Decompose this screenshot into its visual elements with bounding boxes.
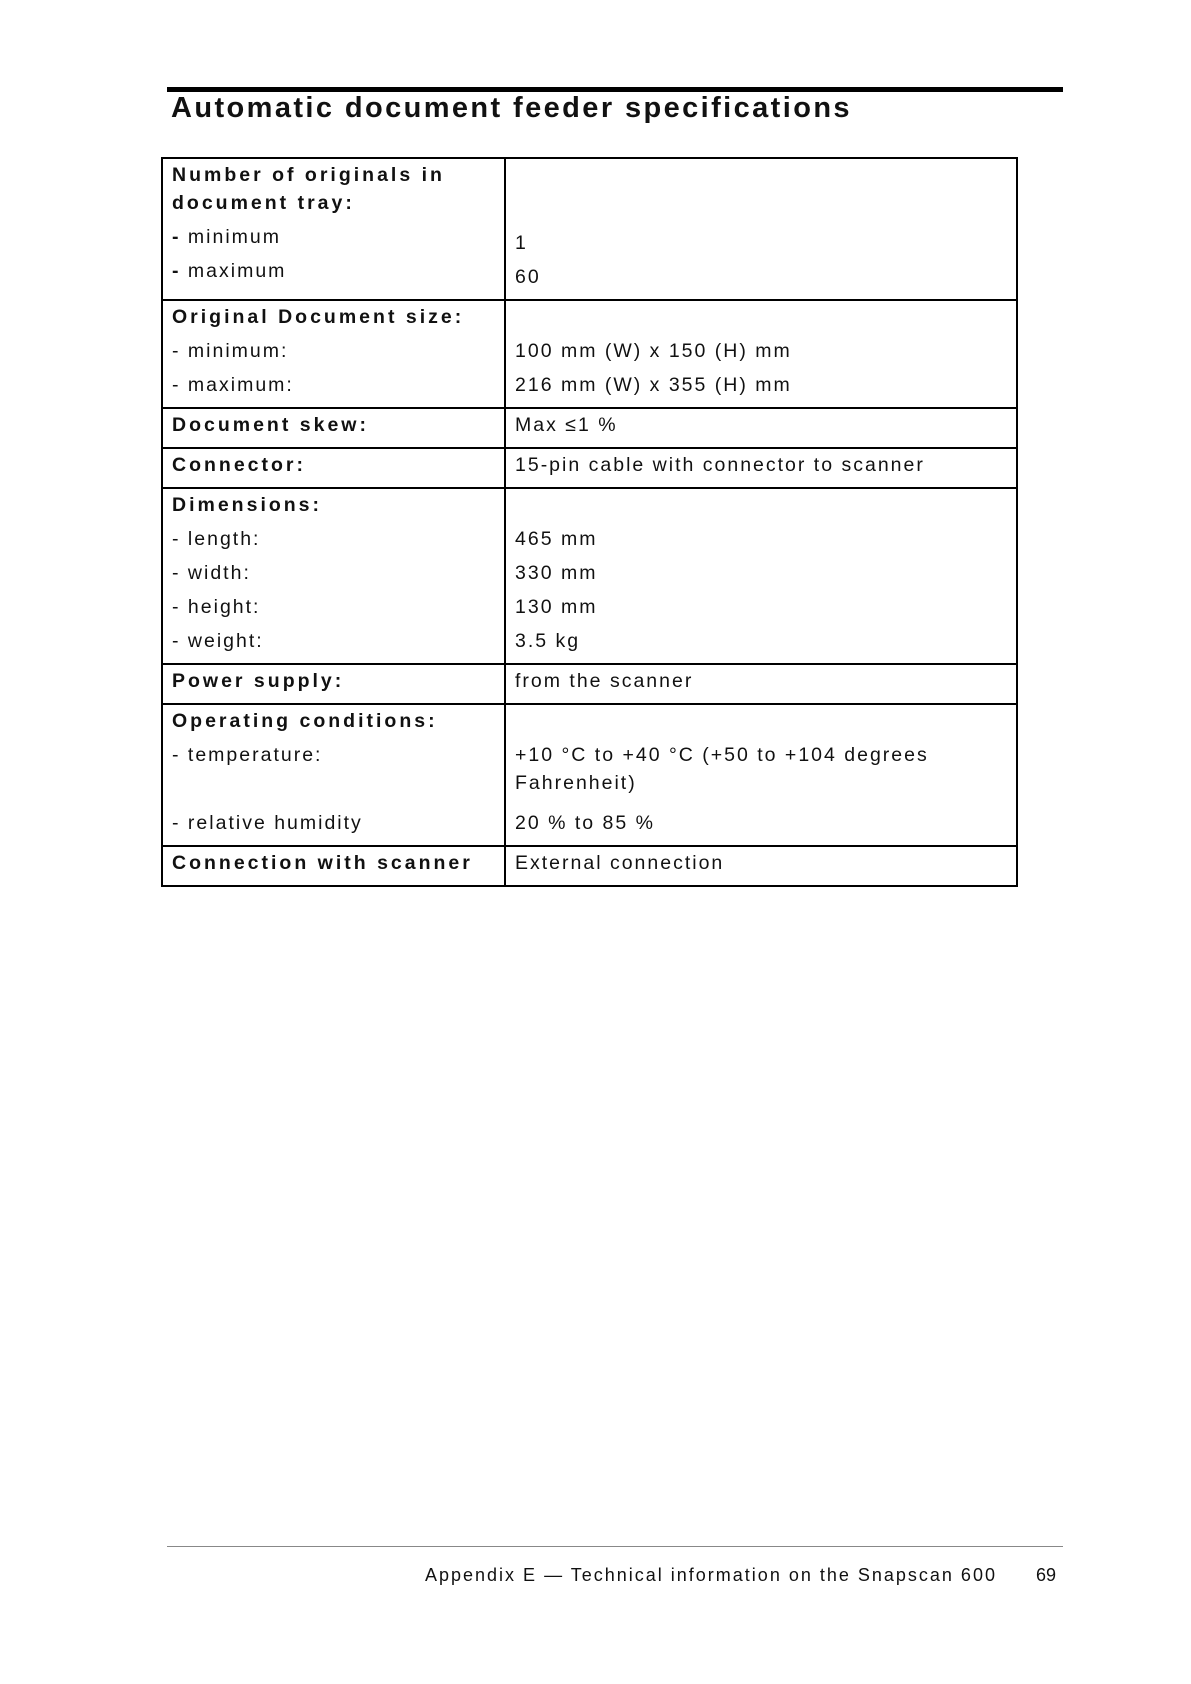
spec-dash: -	[172, 374, 181, 396]
spec-label-cell	[162, 488, 505, 664]
spec-label-cell	[162, 704, 505, 846]
spec-header-value: External connection	[515, 852, 725, 874]
page-title: Automatic document feeder specifications	[171, 92, 852, 124]
spec-header-value: 15-pin cable with connector to scanner	[515, 454, 925, 476]
spec-group-header: Connector:	[172, 454, 306, 476]
spec-dash: -	[172, 812, 181, 834]
spec-dash: -	[172, 528, 181, 550]
spec-sub-label-text: maximum:	[187, 374, 294, 396]
spec-sub-label	[172, 809, 495, 837]
spec-sub-label	[172, 559, 495, 587]
spec-header-value: Max ≤1 %	[515, 414, 618, 436]
spec-header-value	[515, 161, 1007, 223]
spec-value: 465 mm	[515, 528, 598, 550]
spec-label-cell	[162, 664, 505, 704]
spec-value-cell	[505, 846, 1017, 886]
spec-group-header: Connection with scanner	[172, 852, 473, 874]
spec-sub-label-text: minimum	[187, 226, 282, 248]
spec-header-value	[515, 491, 1007, 519]
spec-sub-label	[172, 593, 495, 621]
spec-sub-label	[172, 525, 495, 553]
spec-label-cell	[162, 158, 505, 300]
spec-value: 130 mm	[515, 596, 598, 618]
spec-sub-label	[172, 371, 495, 399]
spec-sub-label	[172, 627, 495, 655]
spec-group-header: Operating conditions:	[172, 710, 438, 732]
spec-sub-label	[172, 257, 495, 285]
spec-value: 216 mm (W) x 355 (H) mm	[515, 374, 792, 396]
spec-sub-label-text: relative humidity	[187, 812, 363, 834]
footer-rule	[167, 1546, 1063, 1547]
spec-value-cell	[505, 704, 1017, 846]
spec-value-cell	[505, 158, 1017, 300]
spec-dash: -	[172, 340, 181, 362]
table-row	[162, 488, 1017, 664]
spec-sub-label	[172, 741, 495, 803]
spec-sub-label	[172, 223, 495, 251]
spec-value: 1	[515, 232, 528, 254]
spec-group-header: Original Document size:	[172, 306, 465, 328]
spec-table	[161, 157, 1018, 887]
spec-header-value	[515, 707, 1007, 735]
page-number: 69	[1036, 1565, 1057, 1585]
spec-label-cell	[162, 448, 505, 488]
table-row	[162, 408, 1017, 448]
spec-sub-label	[172, 337, 495, 365]
table-row	[162, 664, 1017, 704]
spec-dash: -	[172, 562, 181, 584]
spec-value: 330 mm	[515, 562, 598, 584]
table-row	[162, 158, 1017, 300]
spec-value-cell	[505, 408, 1017, 448]
spec-sub-label-text: length:	[187, 528, 261, 550]
spec-sub-label-text: weight:	[187, 630, 264, 652]
spec-value: 3.5 kg	[515, 630, 581, 652]
spec-value: 60	[515, 266, 541, 288]
table-row	[162, 846, 1017, 886]
spec-label-cell	[162, 846, 505, 886]
spec-value: 20 % to 85 %	[515, 812, 655, 834]
spec-sub-label-text: maximum	[187, 260, 287, 282]
spec-value-cell	[505, 448, 1017, 488]
spec-header-value	[515, 303, 1007, 331]
table-row	[162, 300, 1017, 408]
spec-sub-label-text: height:	[187, 596, 261, 618]
spec-value: +10 °C to +40 °C (+50 to +104 degrees Fahrenheit)	[515, 744, 929, 794]
spec-dash: -	[172, 596, 181, 618]
spec-dash: -	[172, 630, 181, 652]
spec-group-header: Power supply:	[172, 670, 345, 692]
spec-sub-label-text: width:	[187, 562, 251, 584]
spec-dash: -	[172, 744, 181, 766]
spec-label-cell	[162, 300, 505, 408]
spec-dash: -	[172, 226, 181, 248]
spec-value: 100 mm (W) x 150 (H) mm	[515, 340, 792, 362]
table-row	[162, 704, 1017, 846]
spec-sub-label-text: minimum:	[187, 340, 289, 362]
spec-value-cell	[505, 664, 1017, 704]
spec-value-cell	[505, 300, 1017, 408]
table-row	[162, 448, 1017, 488]
spec-group-header: Dimensions:	[172, 494, 323, 516]
spec-dash: -	[172, 260, 181, 282]
spec-header-value: from the scanner	[515, 670, 694, 692]
spec-sub-label-text: temperature:	[187, 744, 323, 766]
spec-group-header: Document skew:	[172, 414, 369, 436]
spec-value-cell	[505, 488, 1017, 664]
spec-label-cell	[162, 408, 505, 448]
spec-group-header: Number of originals in document tray:	[172, 164, 445, 214]
footer-running-title: Appendix E — Technical information on the Snapscan 600	[425, 1565, 997, 1585]
